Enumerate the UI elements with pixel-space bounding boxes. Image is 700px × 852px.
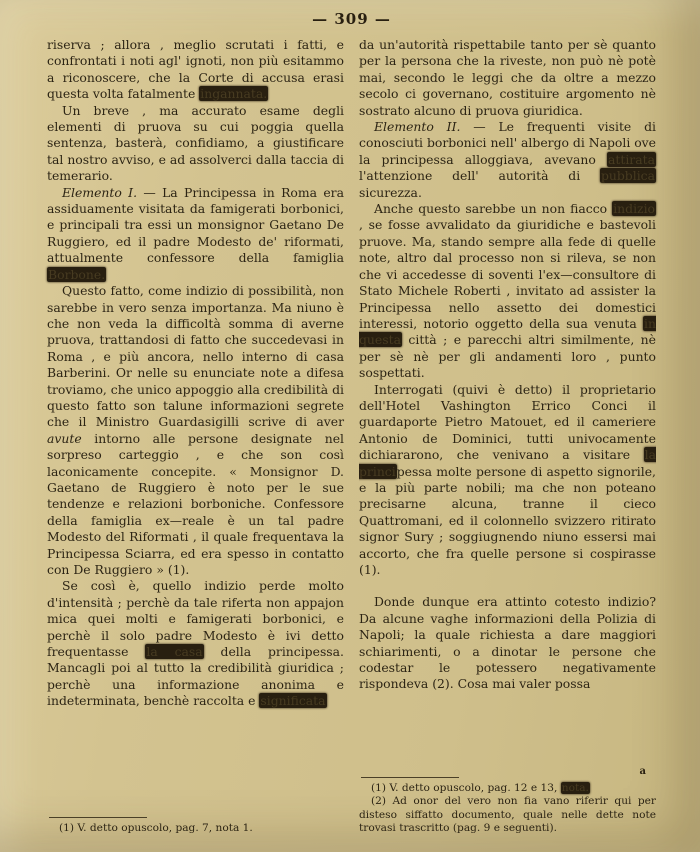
left-column xyxy=(47,37,344,835)
text-segment: — Le frequenti visite di conosciuti borbonici nell' albergo di Napoli ove la principessa alloggiava, avevano xyxy=(359,119,657,167)
ink-smudge-text: la princi xyxy=(359,447,656,479)
footnote xyxy=(359,782,656,795)
left-footnote-block xyxy=(47,812,344,835)
text-segment: , se fosse avvalidato da giuridiche e bastevoli pruove. Ma, stando sempre alla fede di quelle note, altro dal processo non si rileva, se non che vi accedesse di soventi l'ex—consultore di Stato Michele Roberti , invitato ad assister la Principessa nello assetto dei domestici interessi, notorio oggetto della sua venuta xyxy=(359,217,656,331)
paragraph xyxy=(359,37,656,119)
signature-mark: a xyxy=(639,766,646,778)
ink-smudge-text: significata xyxy=(260,693,326,709)
footnote-rule xyxy=(49,817,147,818)
ink-smudge-text: Borbone. xyxy=(48,266,106,282)
text-segment: intorno alle persone designate nel sorpreso carteggio , e che son così laconicamente concepite. « Monsignor D. Gaetano de Ruggiero è noto per le sue tendenze e relazioni borboniche. Confessore della famiglia ex—reale è un tal padre Modesto del Riformati , il quale frequentava la Principessa Sciarra, ed era spesso in contatto con De Ruggiero » (1). xyxy=(47,430,344,577)
left-footnotes-list xyxy=(47,822,344,835)
right-footnotes-list xyxy=(359,782,656,835)
paragraph xyxy=(47,37,344,103)
text-segment: Anche questo sarebbe un non fiacco xyxy=(374,201,613,217)
ink-smudge-text: pubblica xyxy=(600,168,655,184)
text-segment: Questo fatto, come indizio di possibilità, non sarebbe in vero senza importanza. Ma niuno è che non veda la difficoltà somma di averne pruova, trattandosi di fatto che succedevasi in Roma , e più ancora, nello interno di casa Barberini. Or nelle su enunciate note a difesa troviamo, che unico appoggio alla credibilità di questo fatto son talune informazioni segrete che il Ministro Guardasigilli scrive di aver xyxy=(47,283,344,430)
left-paragraphs xyxy=(47,37,344,710)
italic-text-segment: Elemento I. xyxy=(62,184,138,200)
page-number: — 309 — xyxy=(312,10,391,28)
right-footnote-block xyxy=(359,761,656,835)
ink-smudge-text: la casa xyxy=(146,644,203,660)
text-columns xyxy=(47,37,656,835)
paragraph xyxy=(359,201,656,381)
paragraph xyxy=(47,103,344,185)
ink-smudge-text: attirata xyxy=(608,151,655,167)
footnote-rule xyxy=(361,777,459,778)
paragraph xyxy=(359,594,656,692)
text-segment: Interrogati (quivi è detto) il proprietario dell'Hotel Vashington Errico Conci il guardaporte Pietro Matouet, ed il cameriere Antonio de Dominici, tutti univocamente dichiararono, che venivano a visitare xyxy=(359,381,656,463)
ink-smudge-text: ingannata. xyxy=(200,86,268,102)
paragraph xyxy=(359,382,656,579)
text-segment: Donde dunque era attinto cotesto indizio? Da alcune vaghe informazioni della Polizia di Napoli; la quale richiesta a dare maggiori schiarimenti, o a dinotar le persone che codestar le potessero negativamente rispondeva (2). Cosa mai valer possa xyxy=(359,594,656,692)
paragraph xyxy=(47,283,344,578)
text-segment: — La Principessa in Roma era assiduamente visitata da famigerati borbonici, e principali tra essi un monsignor Gaetano De Ruggiero, ed il padre Modesto de' riformati, attualmente confessore della famiglia xyxy=(47,184,344,266)
text-segment: Se così è, quello indizio perde molto d'intensità ; perchè da tale riferta non appajon mica quei molti e famigerati borbonici, e perchè il solo padre Modesto è ivi detto frequentasse xyxy=(47,578,344,660)
italic-text-segment: Elemento II. xyxy=(374,119,461,135)
text-segment: (1) V. detto opuscolo, pag. 7, nota 1. xyxy=(59,821,253,834)
italic-text-segment: avute xyxy=(47,430,82,446)
text-segment: da un'autorità rispettabile tanto per sè quanto per la persona che la riveste, non può nè potè mai, secondo le leggi che da oltre a mezzo secolo ci governano, costituire argomento nè sostrato alcuno di pruova giuridica. xyxy=(359,37,656,118)
paragraph xyxy=(47,185,344,283)
text-segment: pessa molte persone di aspetto signorile, e la più parte nobili; ma che non poteano precisarne alcuna, tranne il cieco Quattromani, ed il colonnello svizzero ritirato signor Sury ; soggiugnendo niuno essersi mai accorto, che fra quelle persone si cospirasse (1). xyxy=(359,463,656,577)
ink-smudge-text: indizio xyxy=(613,201,655,217)
footnote xyxy=(47,822,344,835)
right-column xyxy=(359,37,656,835)
text-segment: l'attenzione dell' autorità di xyxy=(359,168,600,184)
text-segment: Un breve , ma accurato esame degli elementi di pruova su cui poggia quella sentenza, basterà, confidiamo, a giustificare tal nostro avviso, e ad assolverci dalla taccia di temerario. xyxy=(47,102,344,184)
paragraph xyxy=(47,578,344,709)
text-segment: sicurezza. xyxy=(359,184,422,200)
text-segment: (2) Ad onor del vero non fia vano riferir qui per disteso siffatto documento, quale nelle dette note trovasi trascritto (pag. 9 e seguenti). xyxy=(359,795,656,834)
footnote xyxy=(359,795,656,835)
text-segment: (1) V. detto opuscolo, pag. 12 e 13, xyxy=(371,782,561,795)
ink-smudge-text: in questa xyxy=(359,315,656,348)
right-paragraphs xyxy=(359,37,656,693)
text-segment: della principessa. Mancagli poi al tutto la credibilità giuridica ; perchè una informazione anonima e indeterminata, benchè raccolta e xyxy=(47,644,344,709)
paragraph xyxy=(359,119,656,201)
text-segment: riserva ; allora , meglio scrutati i fatti, e confrontati i noti agl' ignoti, non più esitammo a riconoscere, che la Corte di accusa erasi questa volta fatalmente xyxy=(47,37,344,102)
ink-smudge-text: nota. xyxy=(561,782,589,795)
page-header xyxy=(47,9,656,28)
text-segment: città ; e parecchi altri similmente, nè per sè nè per gli andamenti loro , punto sospettati. xyxy=(359,332,656,381)
